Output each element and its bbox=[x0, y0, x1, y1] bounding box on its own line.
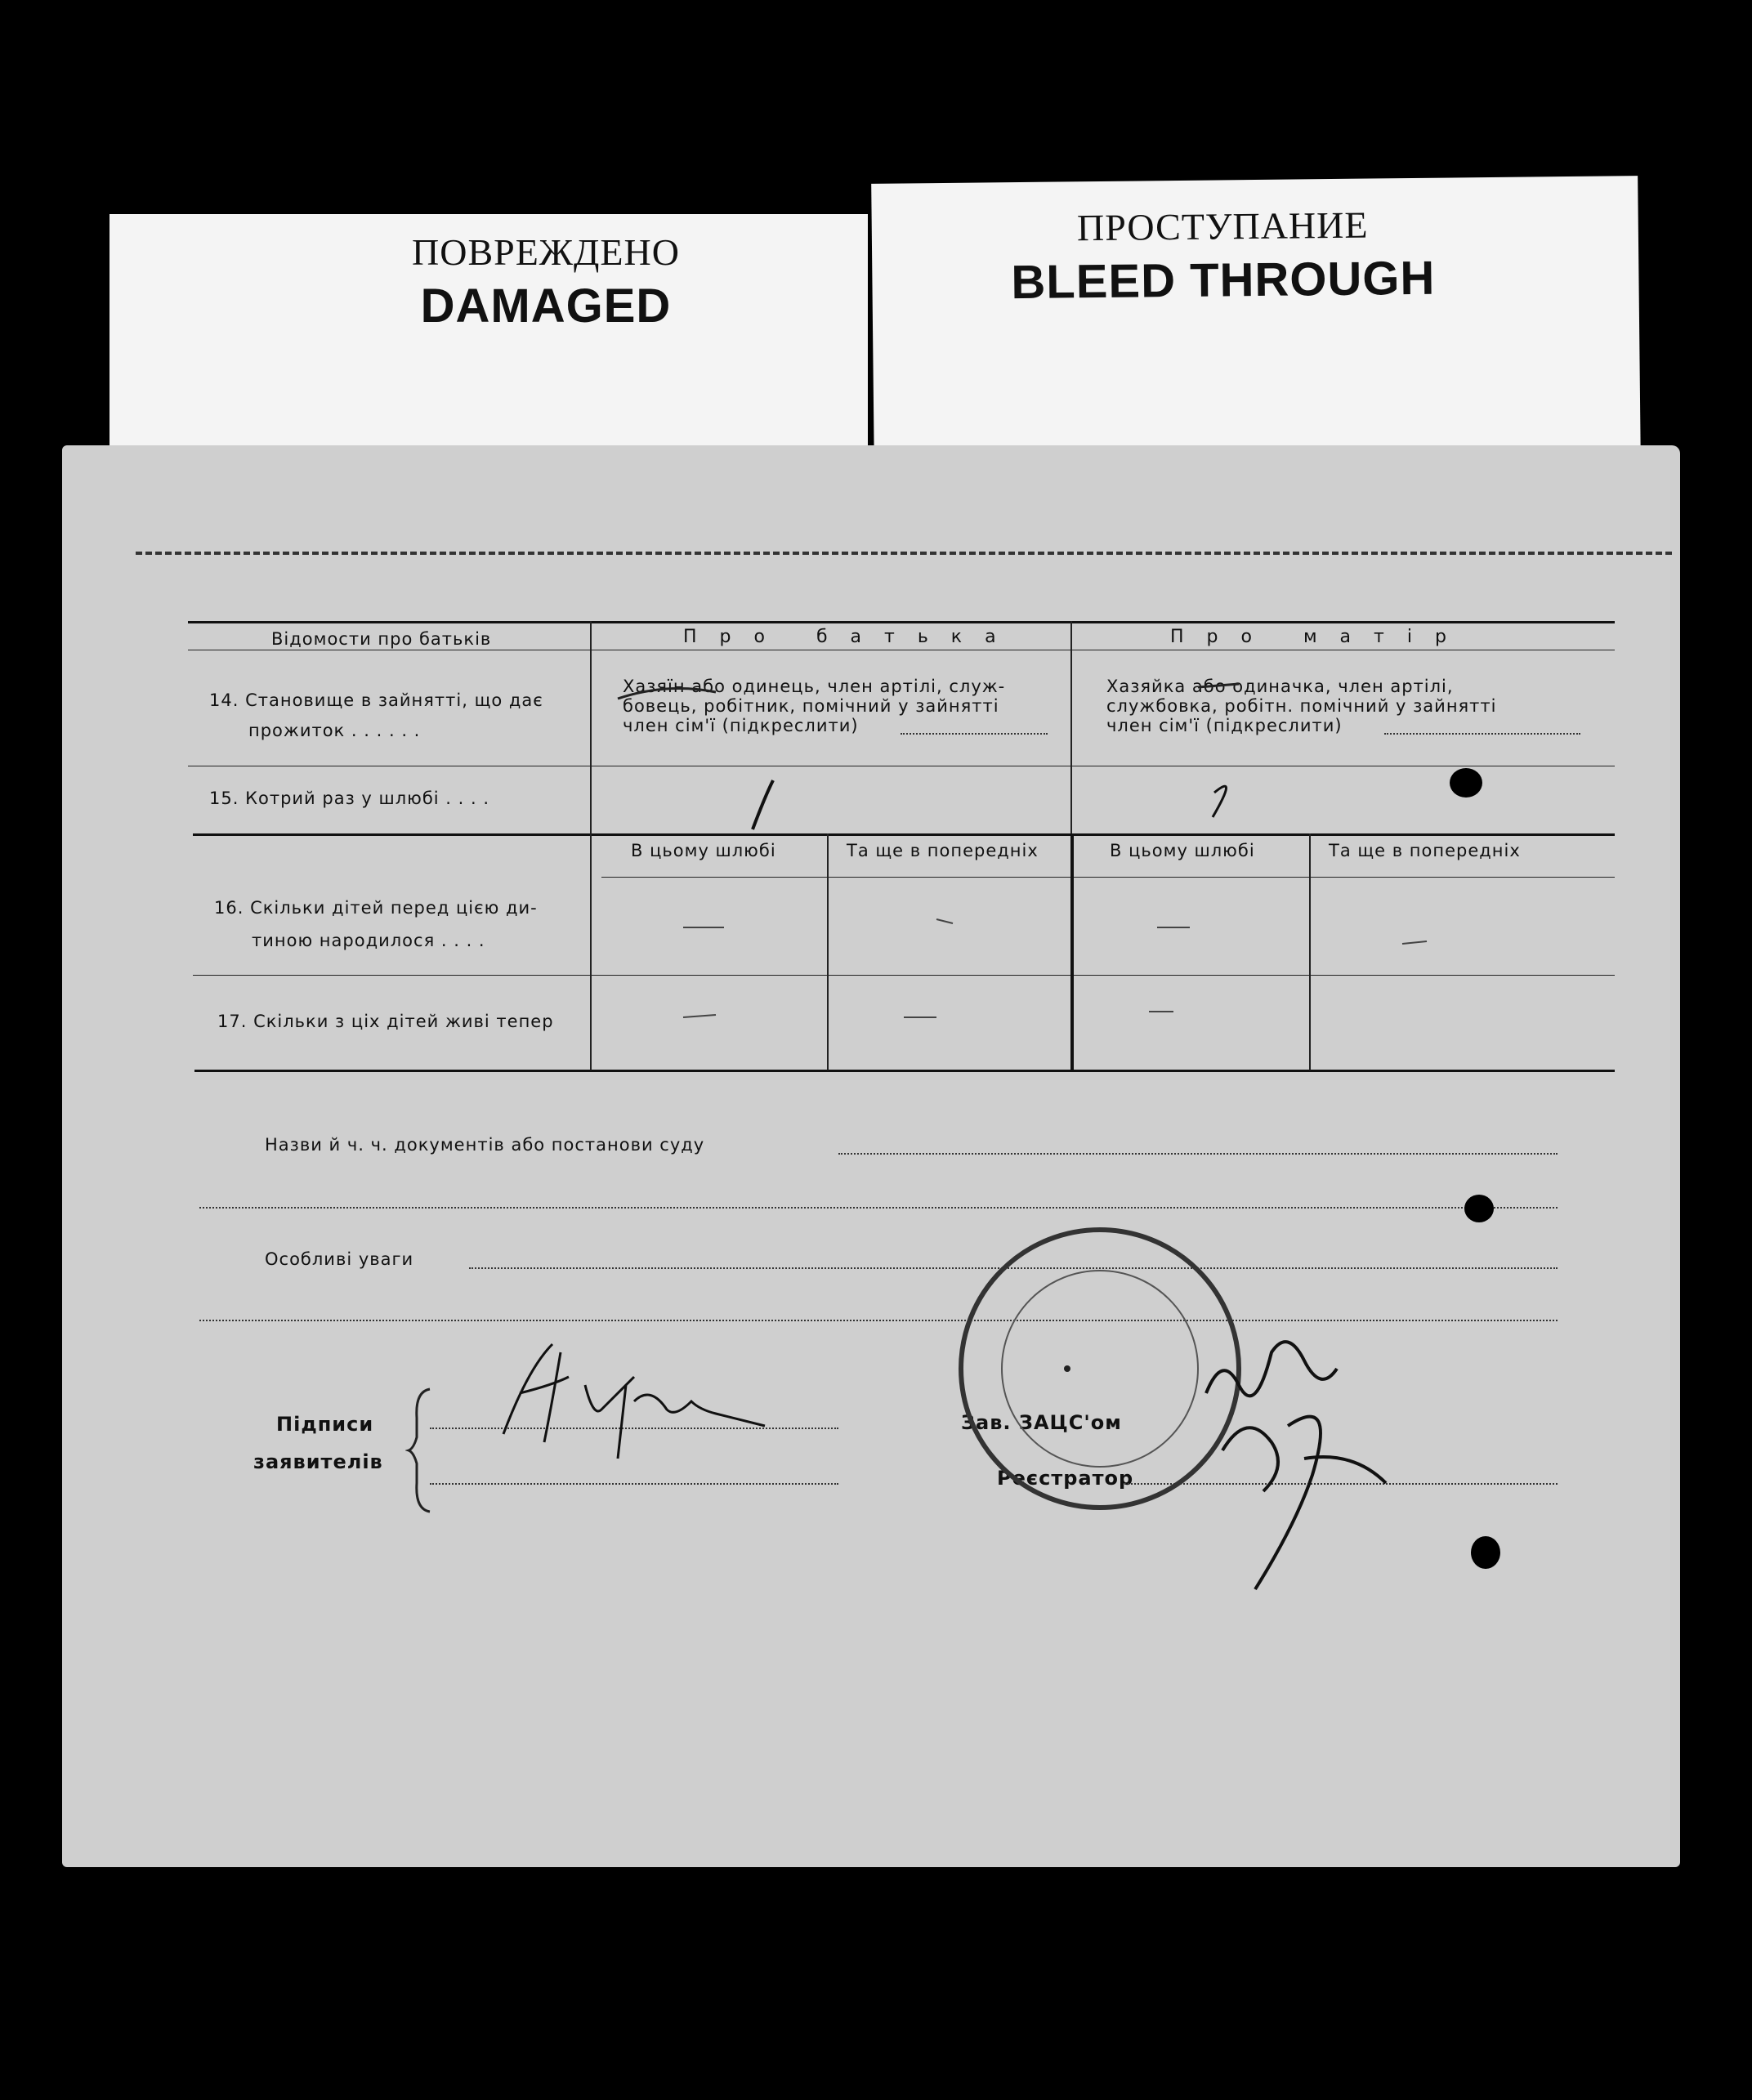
bleed-through-card bbox=[871, 176, 1641, 470]
row14-mother-2: службовка, робітн. помічний у зайнятті bbox=[1106, 696, 1497, 716]
registrar-signature bbox=[1206, 1342, 1386, 1589]
row14-mother-3: член сім'ї (підкреслити) bbox=[1106, 716, 1343, 735]
row14-label-1: 14. Становище в зайнятті, що дає bbox=[209, 690, 543, 710]
damaged-label-en: DAMAGED bbox=[420, 279, 672, 333]
handwriting-layer bbox=[62, 445, 1680, 1867]
signatures-label-1: Підписи bbox=[276, 1413, 374, 1436]
bleed-through-label-en: BLEED THROUGH bbox=[1011, 251, 1436, 310]
row15-father-mark bbox=[753, 780, 773, 829]
bleed-through-label-ru: ПРОСТУПАНИЕ bbox=[1076, 203, 1369, 249]
registrar-label: Реєстратор bbox=[997, 1467, 1134, 1490]
official-stamp bbox=[961, 1230, 1239, 1508]
row17-label: 17. Скільки з ціх дітей живі тепер bbox=[217, 1012, 554, 1031]
registry-head-label: Зав. ЗАЦС'ом bbox=[961, 1411, 1122, 1434]
row14-father-1: Хазяїн або одинець, член артілі, служ- bbox=[623, 677, 1006, 696]
documents-label: Назви й ч. ч. документів або постанови суду bbox=[265, 1135, 705, 1155]
header-info: Відомости про батьків bbox=[271, 629, 492, 649]
row14-label-2: прожиток . . . . . . bbox=[248, 721, 421, 740]
subheader-father-this: В цьому шлюбі bbox=[631, 841, 776, 860]
punch-hole bbox=[1450, 768, 1482, 798]
subheader-father-previous: Та ще в попередніх bbox=[847, 841, 1039, 860]
signatures-label-2: заявителів bbox=[253, 1450, 383, 1473]
remarks-label: Особливі уваги bbox=[265, 1249, 414, 1269]
header-mother: Про матір bbox=[1170, 627, 1469, 647]
applicant-signature bbox=[503, 1344, 765, 1459]
document-sheet bbox=[62, 445, 1680, 1867]
row16-label-2: тиною народилося . . . . bbox=[252, 931, 485, 950]
header-father: Про батька bbox=[683, 627, 1019, 647]
damaged-card bbox=[110, 214, 868, 459]
punch-hole bbox=[1464, 1195, 1494, 1222]
row16-label-1: 16. Скільки дітей перед цією ди- bbox=[214, 898, 538, 918]
punch-hole bbox=[1471, 1536, 1500, 1569]
subheader-mother-previous: Та ще в попередніх bbox=[1329, 841, 1521, 860]
subheader-mother-this: В цьому шлюбі bbox=[1110, 841, 1255, 860]
row14-mother-1: Хазяйка або одиначка, член артілі, bbox=[1106, 677, 1454, 696]
row15-label: 15. Котрий раз у шлюбі . . . . bbox=[209, 789, 490, 808]
row15-mother-mark bbox=[1213, 786, 1227, 817]
damaged-label-ru: ПОВРЕЖДЕНО bbox=[412, 231, 680, 273]
row14-father-2: бовець, робітник, помічний у зайнятті bbox=[623, 696, 999, 716]
row14-father-3: член сім'ї (підкреслити) bbox=[623, 716, 859, 735]
